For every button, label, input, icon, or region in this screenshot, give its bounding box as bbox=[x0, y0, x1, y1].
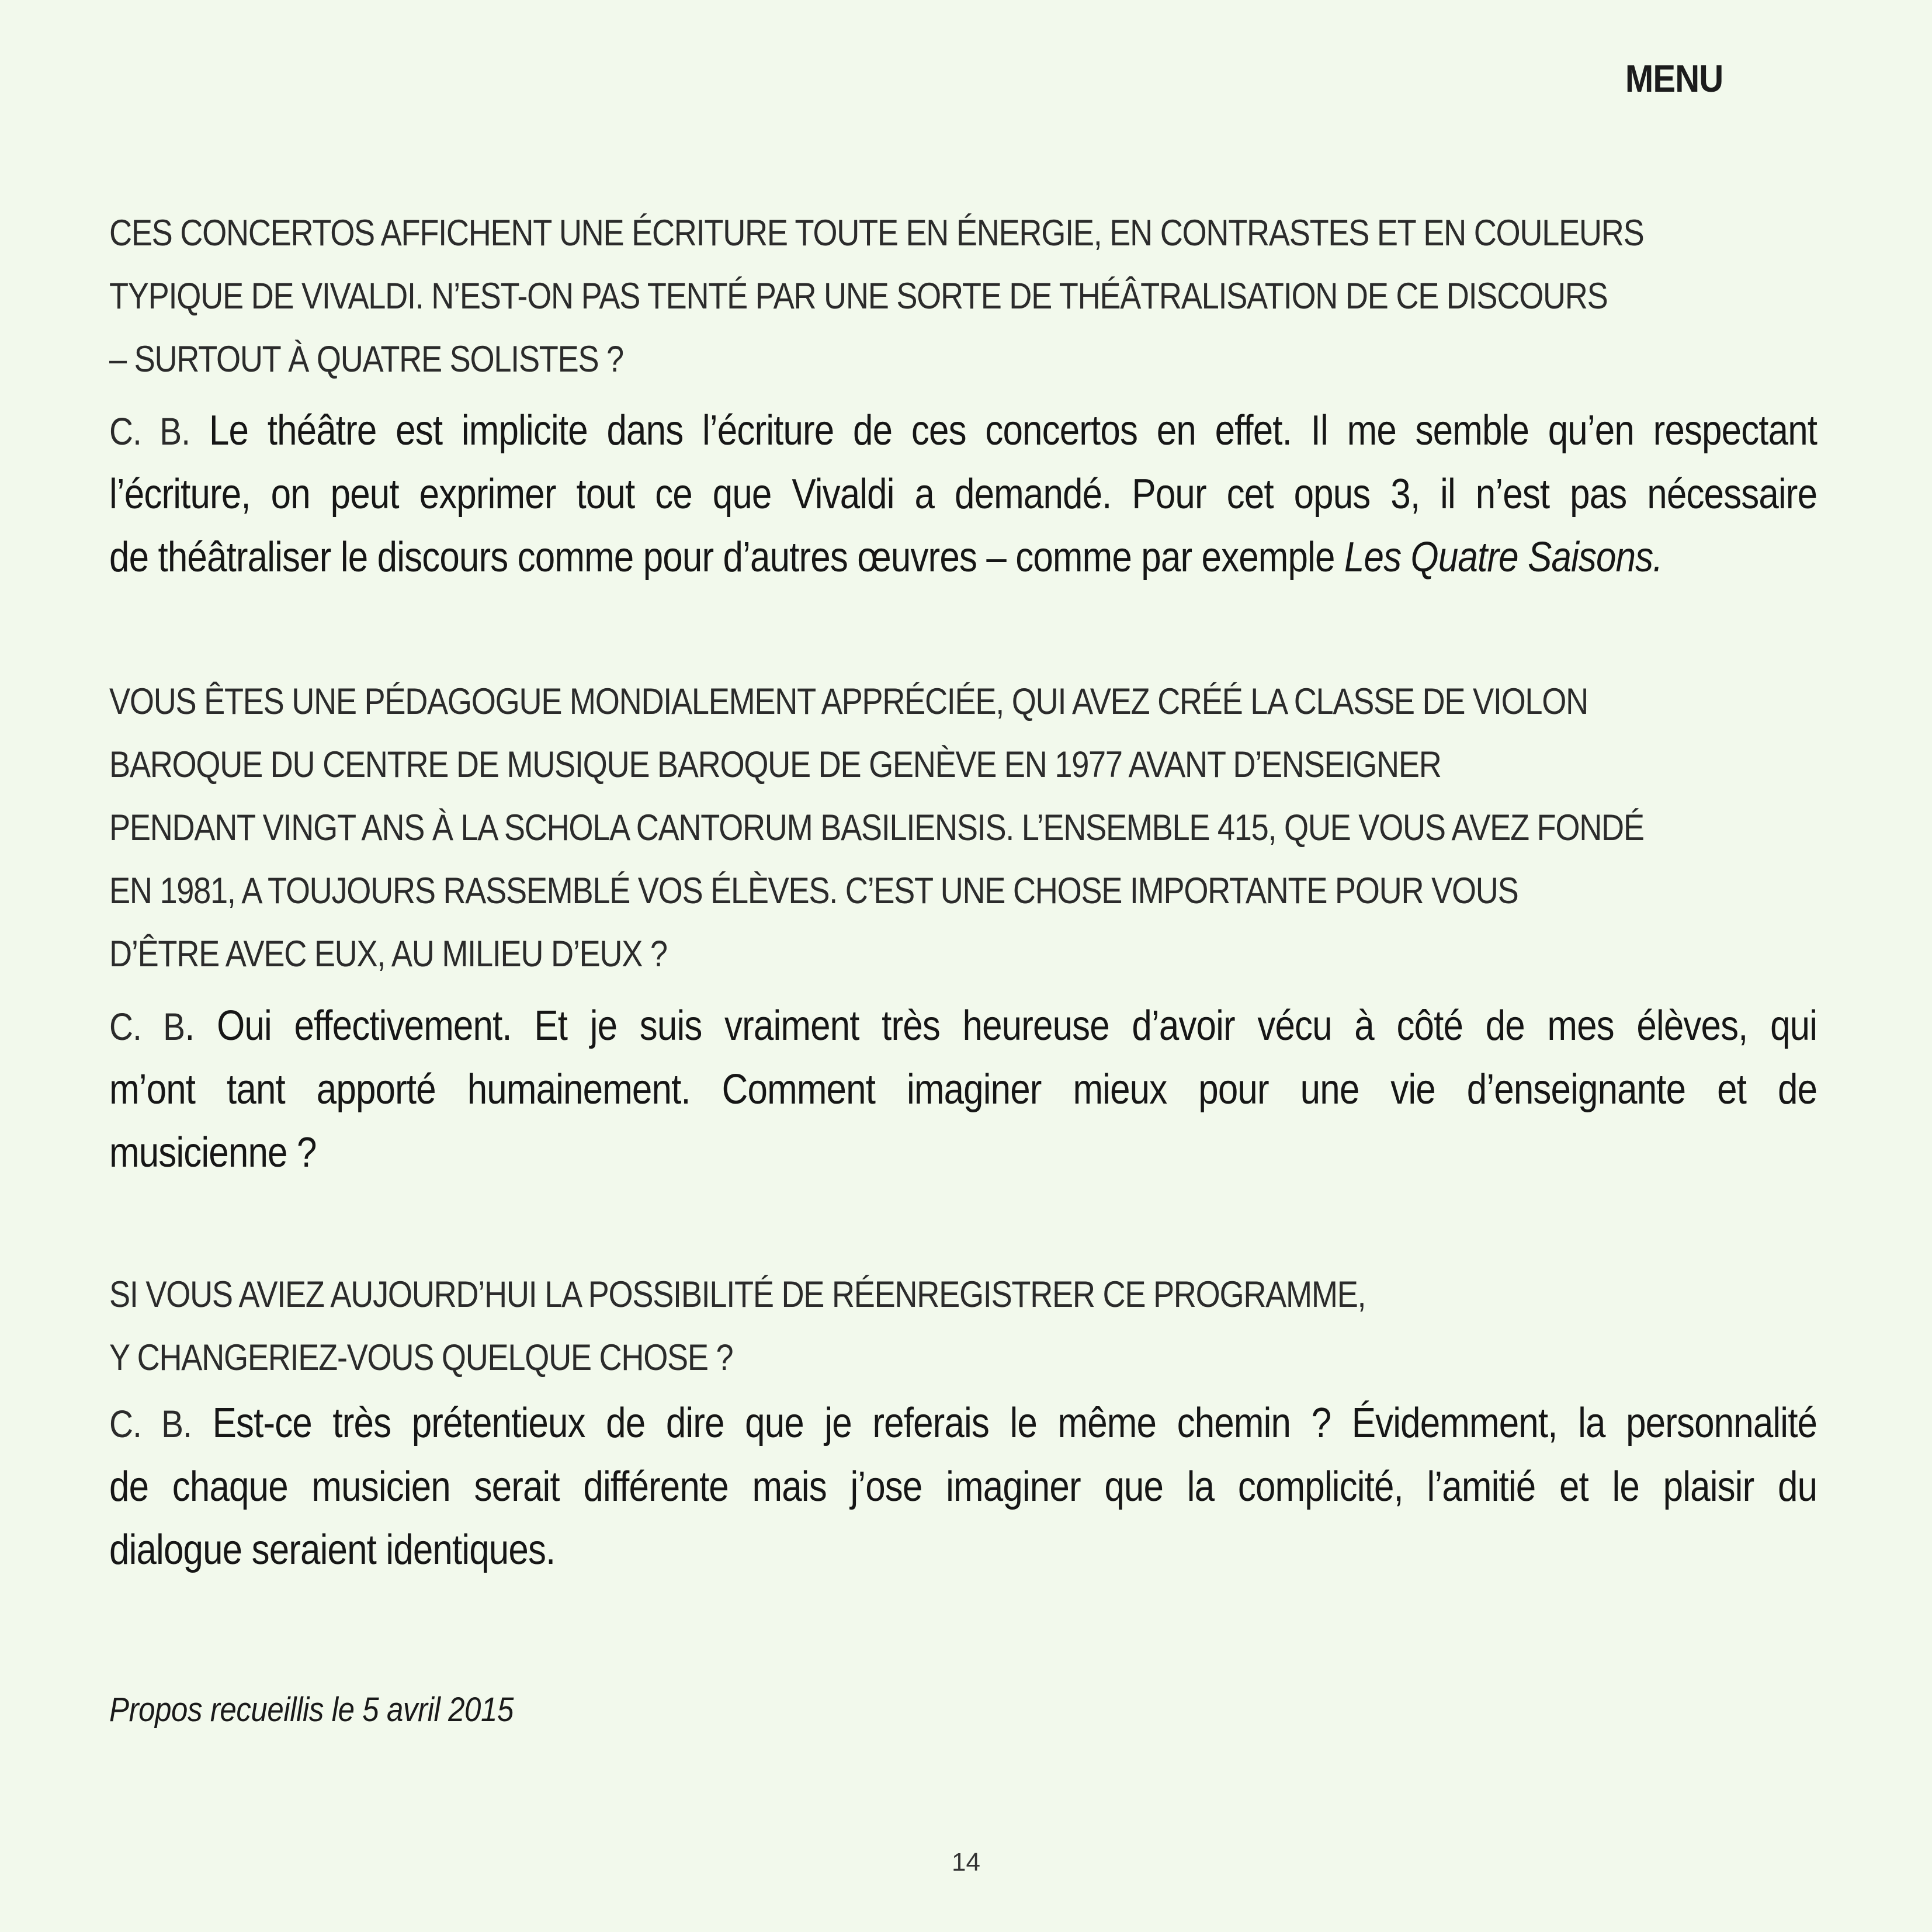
question-1 bbox=[109, 202, 1817, 391]
work-title: Les Quatre Saisons. bbox=[1344, 534, 1663, 581]
answer-line: l’écriture, on peut exprimer tout ce que Vivaldi a demandé. Pour cet opus 3, il n’est pas nécessaire bbox=[109, 471, 1817, 518]
question-line: EN 1981, A TOUJOURS RASSEMBLÉ VOS ÉLÈVES. C’EST UNE CHOSE IMPORTANTE POUR VOUS bbox=[109, 870, 1518, 911]
question-line: VOUS ÊTES UNE PÉDAGOGUE MONDIALEMENT APPRÉCIÉE, QUI AVEZ CRÉÉ LA CLASSE DE VIOLON bbox=[109, 681, 1588, 722]
answer-line bbox=[109, 994, 1817, 1058]
answer-line bbox=[109, 526, 1817, 589]
speaker-initials: C. B. bbox=[109, 1402, 192, 1445]
interview-date-note: Propos recueillis le 5 avril 2015 bbox=[109, 1691, 514, 1729]
answer-line bbox=[109, 399, 1817, 463]
question-3 bbox=[109, 1263, 1817, 1389]
answer-text: . Oui effectivement. Et je suis vraiment très heureuse d’avoir vécu à côté de mes élèves, qui bbox=[185, 1003, 1817, 1049]
answer-line: dialogue seraient identiques. bbox=[109, 1527, 556, 1573]
answer-1 bbox=[109, 399, 1817, 589]
answer-line bbox=[109, 1392, 1817, 1455]
question-line: BAROQUE DU CENTRE DE MUSIQUE BAROQUE DE GENÈVE EN 1977 AVANT D’ENSEIGNER bbox=[109, 744, 1441, 785]
question-2 bbox=[109, 670, 1817, 986]
answer-3 bbox=[109, 1392, 1817, 1581]
question-line: TYPIQUE DE VIVALDI. N’EST-ON PAS TENTÉ PAR UNE SORTE DE THÉÂTRALISATION DE CE DISCOURS bbox=[109, 276, 1608, 317]
answer-line: musicienne ? bbox=[109, 1129, 317, 1176]
question-line: – SURTOUT À QUATRE SOLISTES ? bbox=[109, 339, 623, 380]
answer-line: de chaque musicien serait différente mais j’ose imaginer que la complicité, l’amitié et le plaisir du bbox=[109, 1463, 1817, 1510]
answer-text: Le théâtre est implicite dans l’écriture de ces concertos en effet. Il me semble qu’en respectant bbox=[209, 407, 1817, 454]
speaker-initials: C. B bbox=[109, 1005, 185, 1048]
answer-text: Est-ce très prétentieux de dire que je referais le même chemin ? Évidemment, la personnalité bbox=[212, 1400, 1817, 1447]
question-line: PENDANT VINGT ANS À LA SCHOLA CANTORUM BASILIENSIS. L’ENSEMBLE 415, QUE VOUS AVEZ FONDÉ bbox=[109, 807, 1644, 848]
menu-button[interactable]: MENU bbox=[1625, 57, 1723, 100]
answer-text: de théâtraliser le discours comme pour d’autres œuvres – comme par exemple bbox=[109, 534, 1344, 581]
question-line: Y CHANGERIEZ-VOUS QUELQUE CHOSE ? bbox=[109, 1337, 733, 1378]
speaker-initials: C. B. bbox=[109, 410, 190, 453]
answer-2 bbox=[109, 994, 1817, 1184]
question-line: SI VOUS AVIEZ AUJOURD’HUI LA POSSIBILITÉ DE RÉENREGISTRER CE PROGRAMME, bbox=[109, 1274, 1366, 1315]
answer-line: m’ont tant apporté humainement. Comment imaginer mieux pour une vie d’enseignante et de bbox=[109, 1066, 1817, 1113]
page-number: 14 bbox=[952, 1848, 980, 1876]
question-line: D’ÊTRE AVEC EUX, AU MILIEU D’EUX ? bbox=[109, 934, 667, 974]
question-line: CES CONCERTOS AFFICHENT UNE ÉCRITURE TOUTE EN ÉNERGIE, EN CONTRASTES ET EN COULEURS bbox=[109, 213, 1644, 254]
